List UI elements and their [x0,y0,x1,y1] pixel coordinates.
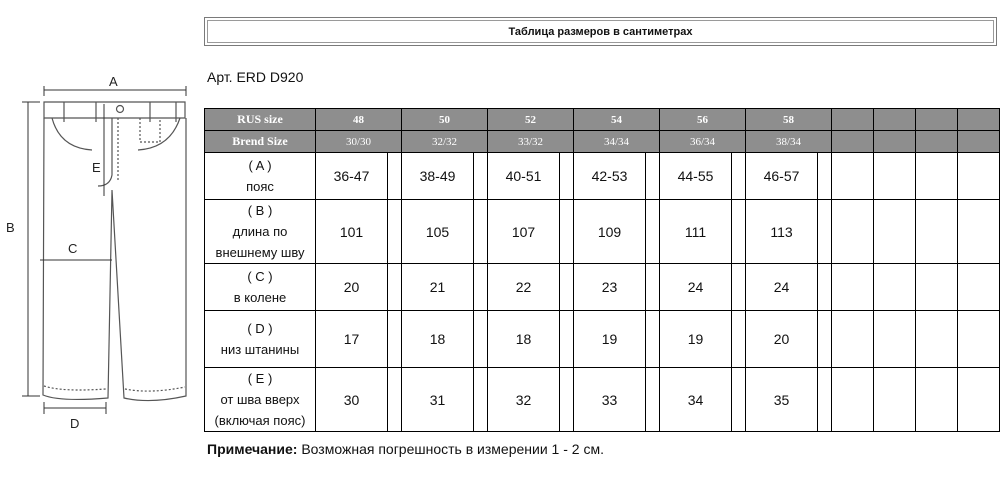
footnote-label: Примечание: [207,441,298,457]
measurement-value: 19 [660,311,732,368]
empty-cell [916,109,958,131]
spacer-cell [646,153,660,200]
spacer-cell [818,311,832,368]
measurement-value: 33 [574,368,646,432]
measurement-value: 34 [660,368,732,432]
brand-size-label: Brend Size [205,131,316,153]
measurement-row [205,264,1000,311]
spacer-cell [388,368,402,432]
article-number: Арт. ERD D920 [207,69,304,85]
waistband-outline [44,102,185,118]
empty-cell [916,200,958,264]
spacer-cell [388,311,402,368]
empty-cell [874,131,916,153]
jeans-diagram [0,65,200,435]
rus-size-cell: 52 [488,109,574,131]
spacer-cell [474,200,488,264]
measurement-row [205,311,1000,368]
measurement-row [205,200,1000,264]
rus-size-label: RUS size [205,109,316,131]
empty-cell [916,264,958,311]
measurement-value: 113 [746,200,818,264]
measurement-value: 18 [488,311,560,368]
empty-cell [832,368,874,432]
spacer-cell [732,264,746,311]
diagram-label-b: B [6,220,15,235]
empty-cell [832,109,874,131]
spacer-cell [474,264,488,311]
brand-size-cell: 33/32 [488,131,574,153]
empty-cell [958,311,1000,368]
measurement-label [205,264,316,311]
measurement-value: 30 [316,368,388,432]
measurement-name: длина по [232,224,288,239]
measurement-value: 40-51 [488,153,560,200]
measurement-value: 24 [746,264,818,311]
measurement-value: 31 [402,368,474,432]
measurement-value: 20 [746,311,818,368]
spacer-cell [646,264,660,311]
measurement-value: 109 [574,200,646,264]
measurement-label [205,153,316,200]
measurement-value: 32 [488,368,560,432]
measurement-value: 20 [316,264,388,311]
page-title: Таблица размеров в сантиметрах [207,20,994,43]
measurement-value: 36-47 [316,153,388,200]
footnote-text: Возможная погрешность в измерении 1 - 2 см. [297,441,604,457]
measurement-row [205,153,1000,200]
brand-size-row [205,131,1000,153]
measurement-name: от шва вверх [220,392,300,407]
spacer-cell [646,311,660,368]
measurement-value: 105 [402,200,474,264]
measurement-value: 44-55 [660,153,732,200]
empty-cell [916,131,958,153]
spacer-cell [388,264,402,311]
rus-size-cell: 56 [660,109,746,131]
empty-cell [958,109,1000,131]
spacer-cell [818,153,832,200]
fly-seam [98,118,112,186]
empty-cell [832,264,874,311]
title-box [204,17,997,46]
rus-size-cell: 50 [402,109,488,131]
measurement-value: 46-57 [746,153,818,200]
empty-cell [958,368,1000,432]
empty-cell [874,109,916,131]
empty-cell [916,368,958,432]
measurement-value: 42-53 [574,153,646,200]
spacer-cell [732,311,746,368]
measurement-name: в колене [233,290,287,305]
measurement-value: 19 [574,311,646,368]
spacer-cell [732,153,746,200]
empty-cell [832,131,874,153]
empty-cell [832,311,874,368]
empty-cell [958,264,1000,311]
brand-size-cell: 34/34 [574,131,660,153]
measurement-code: ( A ) [248,158,272,173]
empty-cell [832,200,874,264]
measurement-value: 111 [660,200,732,264]
pants-outline [43,118,186,401]
rus-size-row [205,109,1000,131]
spacer-cell [818,200,832,264]
measurement-value: 22 [488,264,560,311]
measurement-value: 23 [574,264,646,311]
diagram-label-d: D [70,416,80,431]
spacer-cell [818,264,832,311]
spacer-cell [818,368,832,432]
diagram-label-e: E [92,160,101,175]
empty-cell [958,153,1000,200]
brand-size-cell: 36/34 [660,131,746,153]
measurement-value: 38-49 [402,153,474,200]
empty-cell [958,200,1000,264]
measurement-name-cont: (включая пояс) [214,413,306,428]
measurement-value: 101 [316,200,388,264]
measurement-row [205,368,1000,432]
spacer-cell [646,200,660,264]
empty-cell [874,200,916,264]
spacer-cell [388,200,402,264]
measurement-code: ( B ) [247,203,273,218]
measurement-label [205,368,316,432]
rus-size-cell: 58 [746,109,832,131]
spacer-cell [560,311,574,368]
brand-size-cell: 38/34 [746,131,832,153]
footnote [207,441,604,457]
spacer-cell [388,153,402,200]
empty-cell [874,368,916,432]
spacer-cell [732,368,746,432]
spacer-cell [474,368,488,432]
measurement-code: ( C ) [247,269,273,284]
spacer-cell [474,311,488,368]
empty-cell [874,153,916,200]
measurement-value: 18 [402,311,474,368]
spacer-cell [560,153,574,200]
spacer-cell [646,368,660,432]
diagram-label-a: A [109,74,118,89]
brand-size-cell: 32/32 [402,131,488,153]
measurement-label [205,200,316,264]
measurement-name-cont: внешнему шву [215,245,305,260]
measurement-value: 107 [488,200,560,264]
measurement-name: низ штанины [220,342,300,357]
measurement-label [205,311,316,368]
measurement-value: 35 [746,368,818,432]
rus-size-cell: 54 [574,109,660,131]
empty-cell [958,131,1000,153]
empty-cell [916,153,958,200]
rus-size-cell: 48 [316,109,402,131]
measurement-code: ( D ) [247,321,273,336]
diagram-label-c: C [68,241,78,256]
spacer-cell [474,153,488,200]
brand-size-cell: 30/30 [316,131,402,153]
measurement-value: 21 [402,264,474,311]
spacer-cell [560,264,574,311]
spacer-cell [560,200,574,264]
measurement-name: пояс [246,179,274,194]
measurement-value: 17 [316,311,388,368]
measurement-code: ( E ) [247,371,273,386]
size-table [204,108,1000,432]
measurement-value: 24 [660,264,732,311]
empty-cell [874,311,916,368]
empty-cell [916,311,958,368]
spacer-cell [732,200,746,264]
empty-cell [874,264,916,311]
spacer-cell [560,368,574,432]
empty-cell [832,153,874,200]
